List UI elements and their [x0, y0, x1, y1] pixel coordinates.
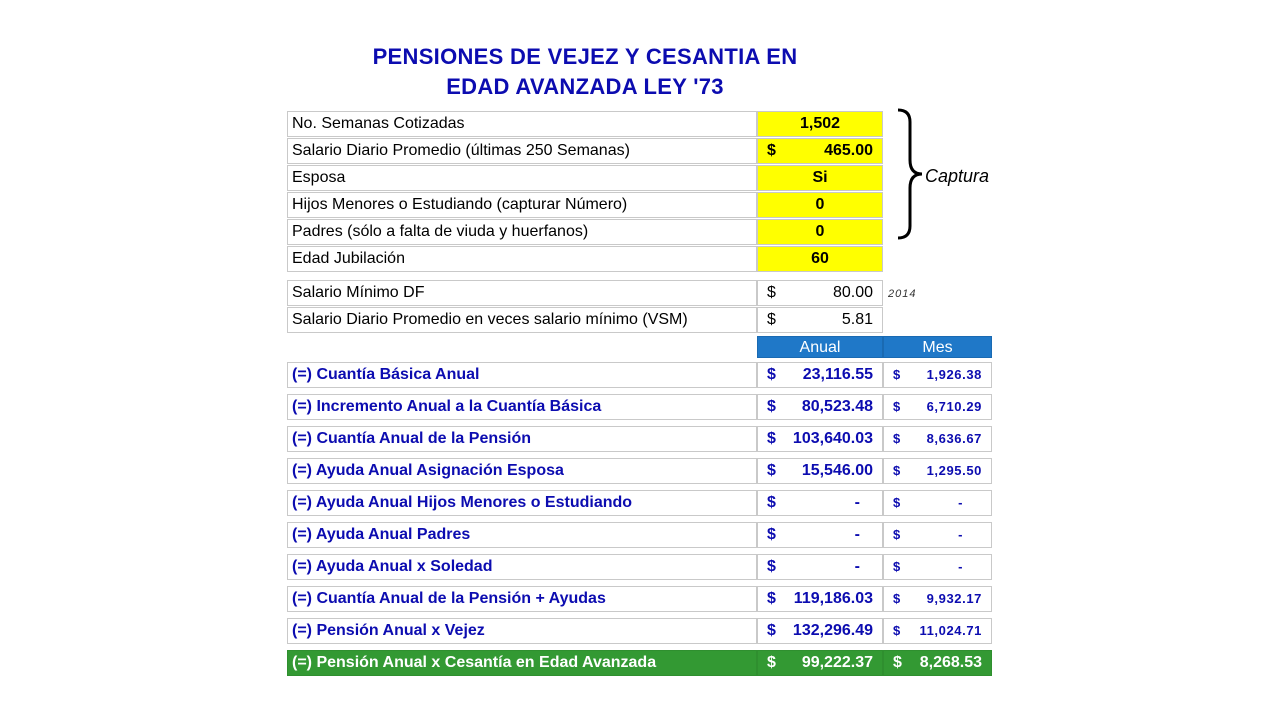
currency-sign: $	[893, 623, 901, 638]
currency-sign: $	[893, 399, 901, 414]
amount: -	[854, 526, 860, 543]
amount: 1,295.50	[926, 463, 982, 478]
result-anual	[757, 522, 883, 548]
result-anual	[757, 362, 883, 388]
input-label: Salario Diario Promedio (últimas 250 Semanas)	[287, 138, 757, 164]
result-label: (=) Cuantía Anual de la Pensión + Ayudas	[287, 586, 757, 612]
page-title	[287, 42, 883, 102]
reference-value	[757, 280, 883, 306]
reference-value	[757, 307, 883, 333]
result-anual	[757, 554, 883, 580]
currency-sign: $	[893, 495, 901, 510]
currency-sign: $	[767, 311, 776, 328]
header-anual: Anual	[757, 336, 883, 358]
reference-label: Salario Diario Promedio en veces salario mínimo (VSM)	[287, 307, 757, 333]
total-mes	[883, 650, 992, 676]
amount: -	[958, 527, 963, 542]
amount: -	[958, 495, 963, 510]
result-mes	[883, 394, 992, 420]
hijos-input[interactable]: 0	[757, 192, 883, 218]
capture-label: Captura	[925, 166, 990, 186]
currency-sign: $	[767, 494, 776, 511]
result-anual	[757, 458, 883, 484]
currency-sign: $	[767, 654, 776, 671]
result-mes	[883, 618, 992, 644]
result-mes	[883, 490, 992, 516]
padres-input[interactable]: 0	[757, 219, 883, 245]
esposa-input[interactable]: Si	[757, 165, 883, 191]
result-label: (=) Ayuda Anual Asignación Esposa	[287, 458, 757, 484]
result-label: (=) Ayuda Anual x Soledad	[287, 554, 757, 580]
total-anual	[757, 650, 883, 676]
currency-sign: $	[767, 526, 776, 543]
currency-sign: $	[767, 398, 776, 415]
currency-sign: $	[893, 591, 901, 606]
amount: -	[854, 494, 860, 511]
currency-sign: $	[767, 142, 776, 159]
salario-input[interactable]	[757, 138, 883, 164]
result-mes	[883, 458, 992, 484]
result-anual	[757, 426, 883, 452]
reference-label: Salario Mínimo DF	[287, 280, 757, 306]
result-anual	[757, 490, 883, 516]
amount: -	[958, 559, 963, 574]
input-label: Padres (sólo a falta de viuda y huerfanos)	[287, 219, 757, 245]
amount: 23,116.55	[802, 366, 873, 383]
currency-sign: $	[767, 622, 776, 639]
currency-sign: $	[767, 366, 776, 383]
result-anual	[757, 394, 883, 420]
amount: -	[854, 558, 860, 575]
amount: 15,546.00	[801, 462, 873, 479]
amount: 11,024.71	[919, 623, 982, 638]
currency-sign: $	[767, 462, 776, 479]
currency-sign: $	[767, 430, 776, 447]
amount: 119,186.03	[793, 590, 873, 607]
result-mes	[883, 522, 992, 548]
input-label: Esposa	[287, 165, 757, 191]
currency-sign: $	[893, 431, 901, 446]
result-mes	[883, 554, 992, 580]
reference-year-note: 2014	[888, 288, 917, 300]
currency-sign: $	[767, 284, 776, 301]
semanas-input[interactable]: 1,502	[757, 111, 883, 137]
title-line-2: EDAD AVANZADA LEY '73	[446, 74, 724, 99]
total-label: (=) Pensión Anual x Cesantía en Edad Avanzada	[287, 650, 757, 676]
edad-input[interactable]: 60	[757, 246, 883, 272]
input-label: No. Semanas Cotizadas	[287, 111, 757, 137]
currency-sign: $	[767, 558, 776, 575]
input-label: Hijos Menores o Estudiando (capturar Número)	[287, 192, 757, 218]
result-label: (=) Cuantía Básica Anual	[287, 362, 757, 388]
currency-sign: $	[893, 463, 901, 478]
result-label: (=) Ayuda Anual Padres	[287, 522, 757, 548]
salario-value: 465.00	[824, 142, 873, 159]
input-label: Edad Jubilación	[287, 246, 757, 272]
amount: 132,296.49	[792, 622, 873, 639]
currency-sign: $	[767, 590, 776, 607]
header-mes: Mes	[883, 336, 992, 358]
result-mes	[883, 586, 992, 612]
brace-icon	[896, 108, 926, 240]
result-anual	[757, 586, 883, 612]
amount: 9,932.17	[926, 591, 982, 606]
result-label: (=) Cuantía Anual de la Pensión	[287, 426, 757, 452]
result-mes	[883, 362, 992, 388]
currency-sign: $	[893, 367, 901, 382]
amount: 5.81	[841, 311, 873, 328]
currency-sign: $	[893, 527, 901, 542]
result-label: (=) Ayuda Anual Hijos Menores o Estudiando	[287, 490, 757, 516]
amount: 1,926.38	[926, 367, 982, 382]
amount: 6,710.29	[926, 399, 982, 414]
currency-sign: $	[893, 654, 902, 671]
result-anual	[757, 618, 883, 644]
amount: 8,636.67	[926, 431, 982, 446]
amount: 99,222.37	[801, 654, 873, 671]
amount: 103,640.03	[792, 430, 873, 447]
amount: 8,268.53	[919, 654, 982, 671]
result-mes	[883, 426, 992, 452]
title-line-1: PENSIONES DE VEJEZ Y CESANTIA EN	[372, 44, 798, 69]
amount: 80,523.48	[801, 398, 873, 415]
result-label: (=) Pensión Anual x Vejez	[287, 618, 757, 644]
result-label: (=) Incremento Anual a la Cuantía Básica	[287, 394, 757, 420]
amount: 80.00	[832, 284, 873, 301]
currency-sign: $	[893, 559, 901, 574]
